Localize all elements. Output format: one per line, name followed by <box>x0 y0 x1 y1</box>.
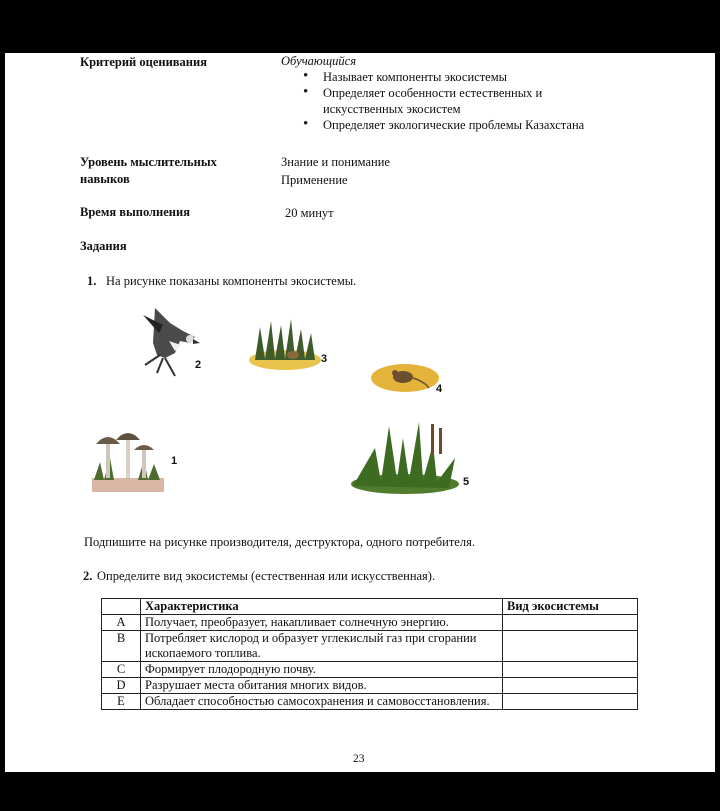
image-label-5: 5 <box>463 476 470 488</box>
grass-tussock-picture <box>345 418 465 496</box>
image-label-3: 3 <box>321 353 328 365</box>
page-number: 23 <box>353 753 365 765</box>
row-answer[interactable] <box>503 662 638 678</box>
row-text: Потребляет кислород и образует углекислый газ при сгорании ископаемого топлива. <box>141 631 503 662</box>
row-text: Разрушает места обитания многих видов. <box>141 678 503 694</box>
table-header-letter <box>102 599 141 615</box>
task2-text: Определите вид экосистемы (естественная или искусственная). <box>97 569 436 583</box>
criteria-list <box>297 69 637 133</box>
time-label: Время выполнения <box>80 205 190 219</box>
row-letter: E <box>102 694 141 710</box>
image-label-2: 2 <box>195 359 202 371</box>
row-answer[interactable] <box>503 615 638 631</box>
task1-instruction: Подпишите на рисунке производителя, деструктора, одного потребителя. <box>84 535 475 549</box>
criteria-item: • Называет компоненты экосистемы <box>297 69 637 85</box>
ecosystem-table <box>101 598 638 710</box>
row-text: Формирует плодородную почву. <box>141 662 503 678</box>
table-row <box>102 631 638 662</box>
thinking-value-1: Знание и понимание <box>281 155 390 169</box>
table-header-row <box>102 599 638 615</box>
bird-picture <box>135 303 205 383</box>
criteria-intro: Обучающийся <box>281 54 357 68</box>
row-text: Обладает способностью самосохранения и самовосстановления. <box>141 694 503 710</box>
time-value: 20 минут <box>285 206 334 220</box>
thinking-value-2: Применение <box>281 173 348 187</box>
table-row <box>102 678 638 694</box>
row-answer[interactable] <box>503 631 638 662</box>
task2-number: 2. <box>83 569 93 583</box>
image-label-4: 4 <box>436 383 443 395</box>
thinking-label: Уровень мыслительных навыков <box>80 155 217 186</box>
row-letter: C <box>102 662 141 678</box>
table-row <box>102 694 638 710</box>
table-row <box>102 615 638 631</box>
criteria-item: • Определяет особенности естественных и искусственных экосистем <box>297 85 573 117</box>
criteria-label: Критерий оценивания <box>80 55 207 69</box>
document-page <box>5 53 715 772</box>
row-text: Получает, преобразует, накапливает солнечную энергию. <box>141 615 503 631</box>
task1-text: На рисунке показаны компоненты экосистемы. <box>106 274 357 288</box>
mushrooms-picture <box>88 428 168 496</box>
row-letter: D <box>102 678 141 694</box>
criteria-item: • Определяет экологические проблемы Казахстана <box>297 117 637 133</box>
grass-animal-picture <box>245 315 328 375</box>
task1-number: 1. <box>87 274 97 288</box>
row-answer[interactable] <box>503 694 638 710</box>
row-letter: A <box>102 615 141 631</box>
table-row <box>102 662 638 678</box>
row-answer[interactable] <box>503 678 638 694</box>
image-label-1: 1 <box>171 455 178 467</box>
table-header-characteristic: Характеристика <box>141 599 503 615</box>
mouse-picture <box>369 358 441 398</box>
row-letter: B <box>102 631 141 662</box>
tasks-heading: Задания <box>80 239 127 253</box>
table-header-type: Вид экосистемы <box>503 599 638 615</box>
